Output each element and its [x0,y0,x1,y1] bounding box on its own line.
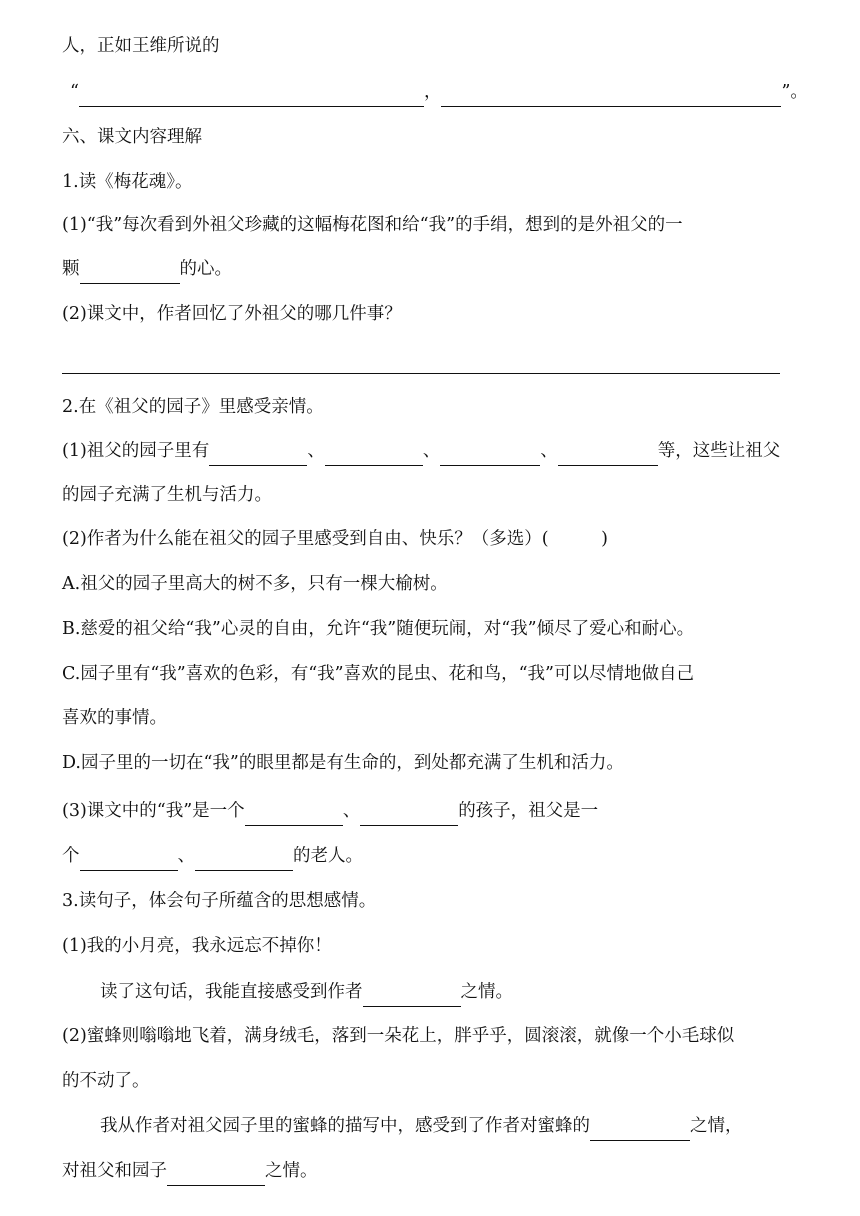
answer-blank[interactable] [167,1163,265,1186]
text-segment: 的孩子，祖父是一 [458,801,599,821]
separator: 、 [540,441,558,461]
option-a: A.祖父的园子里高大的树不多，只有一棵大榆树。 [62,574,448,594]
answer-blank[interactable] [590,1118,690,1141]
answer-blank[interactable] [195,848,293,871]
answer-blank[interactable] [79,84,424,107]
text-line: 人，正如王维所说的 [62,36,220,56]
text-segment: 之情。 [265,1161,318,1181]
option-c: C.园子里有“我”喜欢的色彩，有“我”喜欢的昆虫、花和鸟，“我”可以尽情地做自己 [62,664,695,684]
text-segment: 等，这些让祖父 [657,441,781,461]
separator: 、 [307,441,325,461]
text-line: 喜欢的事情。 [62,708,167,728]
text-segment: (3)课文中的“我”是一个 [62,801,245,821]
question-title: 2.在《祖父的园子》里感受亲情。 [62,397,324,417]
text-segment: 读了这句话，我能直接感受到作者 [100,982,363,1002]
text-segment: 我从作者对祖父园子里的蜜蜂的描写中，感受到了作者对蜜蜂的 [100,1116,590,1136]
answer-blank[interactable] [558,443,658,466]
quote-fill-line [62,77,830,107]
text-segment: 颗 [62,259,80,279]
separator: 、 [422,441,441,461]
answer-blank[interactable] [440,443,540,466]
answer-blank[interactable] [325,443,423,466]
fill-line [62,254,830,284]
fill-line [62,977,830,1007]
text-line: (2)课文中，作者回忆了外祖父的哪几件事？ [62,304,402,324]
question-title: 3.读句子，体会句子所蕴含的思想感情。 [62,891,377,911]
answer-blank[interactable] [62,351,780,374]
answer-blank[interactable] [441,84,781,107]
answer-blank[interactable] [245,803,343,826]
comma: ， [423,82,442,102]
text-segment: (1)祖父的园子里有 [62,441,210,461]
text-line: (2)蜜蜂则嗡嗡地飞着，满身绒毛，落到一朵花上，胖乎乎，圆滚滚，就像一个小毛球似 [62,1026,735,1046]
close-quote: ”。 [781,82,808,102]
section-heading: 六、课文内容理解 [62,127,202,147]
text-segment: 之情。 [460,982,513,1002]
text-line: (1)我的小月亮，我永远忘不掉你！ [62,936,332,956]
answer-blank[interactable] [80,261,180,284]
option-b: B.慈爱的祖父给“我”心灵的自由，允许“我”随便玩闹，对“我”倾尽了爱心和耐心。 [62,619,695,639]
text-segment: 的老人。 [293,846,363,866]
text-line: 的园子充满了生机与活力。 [62,485,272,505]
fill-line [62,1111,830,1141]
fill-line [62,796,830,826]
fill-line [62,436,830,466]
answer-blank[interactable] [209,443,307,466]
separator: 、 [177,846,195,866]
text-segment: 之情， [690,1116,743,1136]
text-line: (2)作者为什么能在祖父的园子里感受到自由、快乐？（多选）( ) [62,529,608,549]
fill-line [62,841,830,871]
text-segment: 对祖父和园子 [62,1161,167,1181]
open-quote: “ [70,82,79,102]
text-segment: 个 [62,846,80,866]
answer-blank[interactable] [363,984,461,1007]
text-line: 的不动了。 [62,1071,150,1091]
text-segment: 的心。 [179,259,232,279]
answer-line [62,344,830,374]
answer-blank[interactable] [360,803,458,826]
fill-line [62,1156,830,1186]
option-d: D.园子里的一切在“我”的眼里都是有生命的，到处都充满了生机和活力。 [62,753,624,773]
question-title: 1.读《梅花魂》。 [62,172,193,192]
answer-blank[interactable] [80,848,178,871]
text-line: (1)“我”每次看到外祖父珍藏的这幅梅花图和给“我”的手绢，想到的是外祖父的一 [62,215,683,235]
separator: 、 [342,801,361,821]
